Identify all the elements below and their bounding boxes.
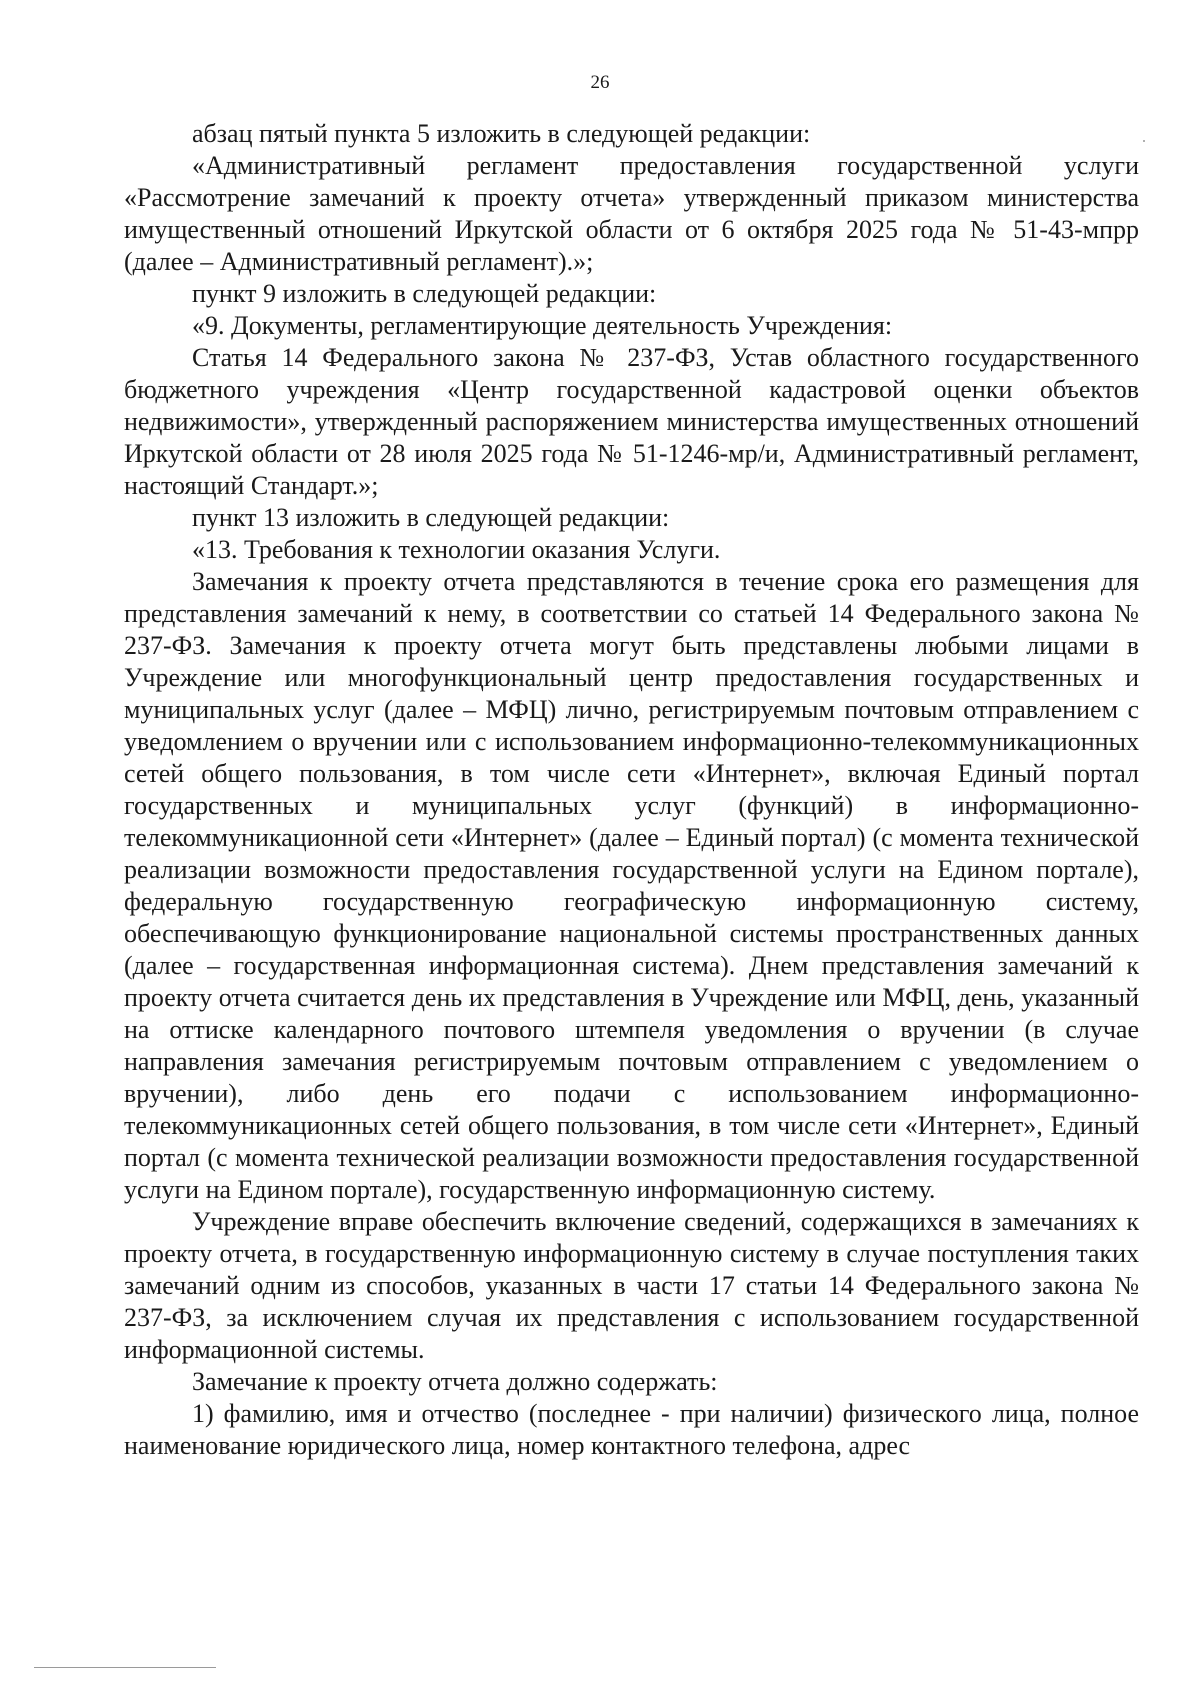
paragraph-item-9-body: Статья 14 Федерального закона № 237-ФЗ, Устав областного государственного бюджетного учреждения «Центр государственной кадастровой оценки объектов недвижимости», утвержденный распоряжением министерства имущественных отношений Иркутской области от 28 июля 2025 года № 51-1246-мр/и, Административный регламент, настоящий Стандарт.»; [124,343,1139,500]
scan-artifact [1143,140,1145,142]
paragraph-intro-13: пункт 13 изложить в следующей редакции: [192,503,670,532]
paragraph-content-intro: Замечание к проекту отчета должно содержать: [192,1367,718,1396]
document-body [124,118,1139,1462]
paragraph-item-13-title: «13. Требования к технологии оказания Услуги. [192,535,721,564]
paragraph-item-13-body: Замечания к проекту отчета представляются в течение срока его размещения для представления замечаний к нему, в соответствии со статьей 14 Федерального закона № 237-ФЗ. Замечания к проекту отчета могут быть представлены любыми лицами в Учреждение или многофункциональный центр предоставления государственных и муниципальных услуг (далее – МФЦ) лично, регистрируемым почтовым отправлением с уведомлением о вручении или с использованием информационно-телекоммуникационных сетей общего пользования, в том числе сети «Интернет», включая Единый портал государственных и муниципальных услуг (функций) в информационно-телекоммуникационной сети «Интернет» (далее – Единый портал) (с момента технической реализации возможности предоставления государственной услуги на Едином портале), федеральную государственную географическую информационную систему, обеспечивающую функционирование национальной системы пространственных данных (далее – государственная информационная система). Днем представления замечаний к проекту отчета считается день их представления в Учреждение или МФЦ, день, указанный на оттиске календарного почтового штемпеля уведомления о вручении (в случае направления замечания регистрируемым почтовым отправлением с уведомлением о вручении), либо день его подачи с использованием информационно-телекоммуникационных сетей общего пользования, в том числе сети «Интернет», Единый портал (с момента технической реализации возможности предоставления государственной услуги на Едином портале), государственную информационную систему. [124,567,1139,1204]
paragraph-item-9-title: «9. Документы, регламентирующие деятельность Учреждения: [192,311,893,340]
paragraph-inclusion: Учреждение вправе обеспечить включение сведений, содержащихся в замечаниях к проекту отчета, в государственную информационную систему в случае поступления таких замечаний одним из способов, указанных в части 17 статьи 14 Федерального закона № 237-ФЗ, за исключением случая их представления с использованием государственной информационной системы. [124,1207,1139,1364]
paragraph-reglament-quote: «Административный регламент предоставления государственной услуги «Рассмотрение замечаний к проекту отчета» утвержденный приказом министерства имущественный отношений Иркутской области от 6 октября 2025 года № 51-43-мпрр (далее – Административный регламент).»; [124,151,1139,276]
paragraph-list-item-1: 1) фамилию, имя и отчество (последнее - при наличии) физического лица, полное наименование юридического лица, номер контактного телефона, адрес [124,1399,1139,1460]
footnote-separator [34,1667,216,1668]
page-number: 26 [590,72,610,93]
paragraph-intro-9: пункт 9 изложить в следующей редакции: [192,279,657,308]
paragraph-intro-5: абзац пятый пункта 5 изложить в следующей редакции: [192,119,811,148]
